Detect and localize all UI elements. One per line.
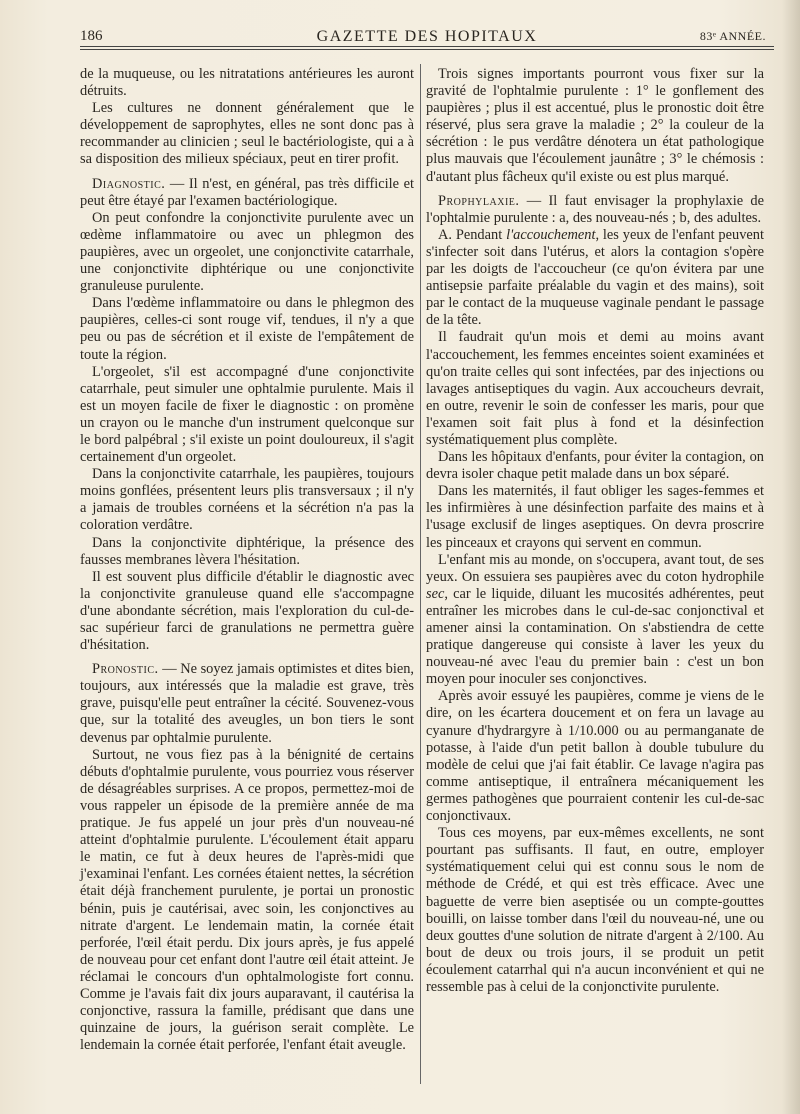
paragraph: Surtout, ne vous fiez pas à la bénignité de certains débuts d'ophtalmie purulente, vous pourriez vous réserver de désagréables surprises. A ce propos, permettez-moi de vous rappeler un épisode de la première année de ma pratique. Je fus appelé un jour près d'un nouveau-né atteint d'ophtalmie purulente. L'écoulement était apparu le matin, ce fut à deux heures de l'après-midi que j'examinai l'enfant. Les cornées étaient nettes, la sécrétion était déjà franchement purulente, je portai un pronostic bénin, puis je cautérisai, avec soin, les conjonctives au nitrate d'argent. Le lendemain matin, la cornée était perforée, l'œil était perdu. Dix jours après, je fus appelé de nouveau pour cet enfant dont l'autre œil était atteint. Je réclamai le concours d'un ophtalmologiste fort connu. Comme je l'avais fait dix jours auparavant, il cautérisa la conjonctive, rassura la famille, prédisant que dans une quinzaine de jours, la guérison serait complète. Le lendemain la cornée était perforée, l'enfant était aveugle. <box>80 746 414 1054</box>
paragraph: Il est souvent plus difficile d'établir le diagnostic avec la conjonctivite granuleuse quand elle s'accompagne d'une abondante sécrétion, mais l'exploration du cul-de-sac supérieur farci de granulations ne permettra guère d'hésitation. <box>80 568 414 654</box>
paragraph: Dans la conjonctivite diphtérique, la présence des fausses membranes lèvera l'hésitation. <box>80 534 414 568</box>
right-column <box>426 66 764 996</box>
paragraph: de la muqueuse, ou les nitratations antérieures les auront détruits. <box>80 66 414 100</box>
paragraph: Tous ces moyens, par eux-mêmes excellents, ne sont pourtant pas suffisants. Il faut, en outre, employer systématiquement celui qui est connu sous le nom de méthode de Crédé, et qui est très efficace. Avec une baguette de verre bien aseptisée ou un compte-gouttes bouilli, on laisse tomber dans l'œil du nouveau-né, une ou deux gouttes d'une solution de nitrate d'argent à 2/100. Au bout de deux ou trois jours, il se produit un petit écoulement catarrhal qui n'a aucun inconvénient et qui ne ressemble pas à celui de la conjonctivite purulente. <box>426 825 764 995</box>
paragraph-text: — Il faut envisager la prophylaxie de l'ophtalmie purulente : a, des nouveau-nés ; b, des adultes. <box>426 192 764 226</box>
paragraph-text: — Ne soyez jamais optimistes et dites bien, toujours, aux intéressés que la maladie est grave, très grave, puisqu'elle peut entraîner la cécité. Souvenez-vous que, sur la totalité des aveugles, un bon tiers le sont devenus par ophtalmie purulente. <box>80 661 414 746</box>
paragraph <box>426 552 764 689</box>
paragraph: L'orgeolet, s'il est accompagné d'une conjonctivite catarrhale, peut simuler une ophtalmie purulente. Mais il est un moyen facile de fixer le diagnostic : on promène un crayon ou le manche d'un instrument quelconque sur le bord palpébral ; s'il existe un point douloureux, il s'agit certainement d'un orgeolet. <box>80 363 414 466</box>
section-heading: Prophylaxie. <box>438 192 520 209</box>
header-rule-bottom <box>80 49 774 50</box>
paragraph: Trois signes importants pourront vous fixer sur la gravité de l'ophtalmie purulente : 1° le gonflement des paupières ; plus il est accentué, plus le pronostic doit être réservé, plus sera grave la maladie ; 2° la couleur de la sécrétion : le pus verdâtre dénotera un état pathologique plus mauvais que l'écoulement jaunâtre ; 3° le chémosis : d'autant plus fâcheux qu'il existe ou est plus marqué. <box>426 66 764 185</box>
emphasis: l'accouchement <box>506 226 596 243</box>
paragraph: Dans les maternités, il faut obliger les sages-femmes et les infirmières à une désinfection parfaite des mains et à l'usage exclusif de linges aseptiques. On devra proscrire les pinceaux et crayons qui servent en commun. <box>426 483 764 551</box>
paragraph: On peut confondre la conjonctivite purulente avec un œdème inflammatoire ou avec un phlegmon des paupières, avec un orgeolet, une conjonctivite catarrhale, une conjonctivite diphtérique ou une conjonctivite granuleuse purulente. <box>80 209 414 295</box>
paragraph: Dans la conjonctivite catarrhale, les paupières, toujours moins gonflées, présentent leurs plis transversaux ; il n'y a jamais de troubles cornéens et la sécrétion n'a pas la coloration verdâtre. <box>80 466 414 534</box>
paragraph: Après avoir essuyé les paupières, comme je viens de le dire, on les écartera doucement et on fera un lavage au cyanure d'hydrargyre à 1/10.000 ou au permanganate de potasse, à l'aide d'un petit ballon à double tubulure du modèle de celui que j'ai fait établir. Ce lavage n'agira pas comme antiseptique, il entraînera mécaniquement les germes pathogènes que pourraient contenir les cul-de-sac conjonctivaux. <box>426 688 764 825</box>
paragraph: Dans les hôpitaux d'enfants, pour éviter la contagion, on devra isoler chaque petit malade dans un box séparé. <box>426 449 764 483</box>
volume-year: 83ᵉ ANNÉE. <box>699 29 766 43</box>
section-prophylaxie <box>426 193 764 227</box>
page-number: 186 <box>80 28 103 44</box>
section-diagnostic <box>80 176 414 210</box>
publication-title: GAZETTE DES HOPITAUX <box>316 28 538 45</box>
paragraph <box>426 227 764 330</box>
running-header <box>80 26 774 48</box>
section-heading: Diagnostic. <box>92 175 166 192</box>
left-column <box>80 66 414 1054</box>
column-divider <box>420 64 421 1084</box>
paragraph-text: — Il n'est, en général, pas très difficile et peut être étayé par l'examen bactériologique. <box>80 175 414 209</box>
paragraph: Dans l'œdème inflammatoire ou dans le phlegmon des paupières, celles-ci sont rouge vif, tendues, il n'y a que peu ou pas de sécrétion et il existe de l'empâtement de toute la région. <box>80 295 414 363</box>
emphasis: sec <box>426 585 445 602</box>
paragraph: Les cultures ne donnent généralement que le développement de saprophytes, elles ne sont donc pas à recommander au clinicien ; seul le bactériologiste, qui a à sa disposition des milieux spéciaux, peut en tirer profit. <box>80 100 414 168</box>
section-heading: Pronostic. <box>92 661 159 678</box>
paragraph-text: , car le liquide, diluant les mucosités adhérentes, peut entraîner les microbes dans le cul-de-sac conjonctival et amener ainsi la contamination. On s'abstiendra de cette pratique dangereuse qui consiste à laver les yeux du nouveau-né avec l'eau du premier bain : c'est un bon moyen pour inoculer ses conjonctives. <box>426 585 764 688</box>
section-pronostic <box>80 661 414 746</box>
paragraph: Il faudrait qu'un mois et demi au moins avant l'accouchement, les femmes enceintes soient examinées et qu'on traite celles qui sont infectées, par des injections ou lavages antiseptiques du vagin. Aux accoucheurs devrait, en outre, revenir le soin de confesser les maris, pour que l'examen soit fait plus à fond et la désinfection systématiquement plus complète. <box>426 329 764 448</box>
paragraph-text: , les yeux de l'enfant peuvent s'infecter soit dans l'utérus, et alors la contagion s'opère par les doigts de l'accoucheur (ce qu'on évitera par une antisepsie parfaite préalable du vagin et des mains), soit par le contact de la muqueuse vaginale pendant le passage de la tête. <box>426 226 764 329</box>
paragraph-lead: L'enfant mis au monde, on s'occupera, avant tout, de ses yeux. On essuiera ses paupières avec du coton hydrophile <box>426 551 764 585</box>
paragraph-lead: A. Pendant <box>438 226 507 243</box>
page-edge-shadow <box>782 0 800 1114</box>
header-rule-top <box>80 46 774 47</box>
